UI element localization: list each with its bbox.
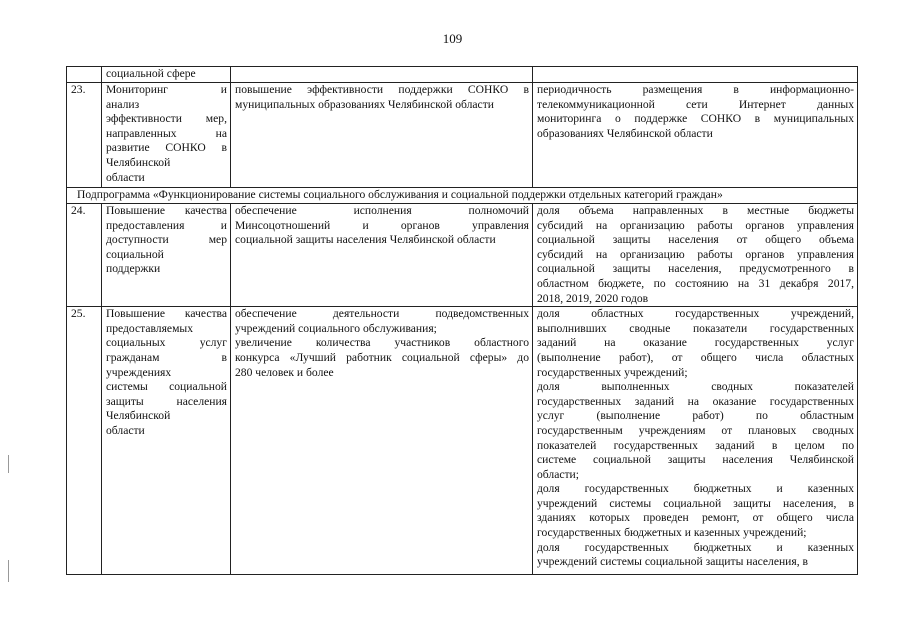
- task-line: гражданам в: [106, 350, 227, 364]
- task-cell: социальной сфере: [102, 67, 231, 83]
- task-cell: [102, 307, 231, 575]
- row-number: 24.: [67, 204, 102, 307]
- result-line: обеспечение исполнения полномочий: [235, 204, 529, 217]
- task-line: системы социальной: [106, 380, 227, 394]
- indicator-line: субсидий на организацию работы органов управления: [537, 218, 854, 232]
- row-number: 23.: [67, 83, 102, 188]
- scan-margin-mark: [8, 560, 9, 582]
- task-line: защиты населения: [106, 394, 227, 408]
- subprogram-row: [67, 188, 858, 204]
- page-number: 109: [442, 31, 463, 46]
- program-table: [66, 66, 858, 575]
- indicator-cell: [533, 204, 858, 307]
- indicator-line: доля государственных бюджетных и казенных: [537, 482, 854, 496]
- task-line: направленных на: [106, 126, 227, 140]
- indicator-line: доля областных государственных учреждений,: [537, 307, 854, 321]
- task-line: области: [106, 423, 145, 437]
- result-line: социальной защиты населения Челябинской области: [235, 233, 496, 247]
- result-cell: [231, 83, 533, 188]
- indicator-line: телекоммуникационной сети Интернет данных: [537, 97, 854, 111]
- indicator-line: показателей государственных заданий в целом по: [537, 438, 854, 452]
- indicator-line: зданиях которых проведен ремонт, от общего числа: [537, 511, 854, 525]
- indicator-line: социальной защиты населения, предусмотренного в: [537, 262, 854, 276]
- result-cell: [231, 307, 533, 575]
- indicator-line: государственных бюджетных и казенных учреждений;: [537, 526, 807, 540]
- indicator-line: образованиях Челябинской области: [537, 126, 713, 140]
- indicator-line: социальной защиты населения от общего объема: [537, 233, 854, 247]
- task-line: Мониторинг и: [106, 83, 227, 96]
- indicator-line: субсидий на организацию работы органов управления: [537, 247, 854, 261]
- indicator-line: (выполнение работ), от общего числа областных: [537, 350, 854, 364]
- result-line: учреждений социального обслуживания;: [235, 321, 437, 335]
- subprogram-title: Подпрограмма «Функционирование системы социального обслуживания и социальной поддержки отдельных категорий граждан»: [67, 188, 858, 204]
- indicator-cell: [533, 307, 858, 575]
- result-line: Минсоцотношений и органов управления: [235, 218, 529, 232]
- task-line: поддержки: [106, 262, 161, 276]
- table-row: [67, 204, 858, 307]
- task-cell: [102, 204, 231, 307]
- indicator-line: области;: [537, 467, 579, 481]
- task-line: Челябинской: [106, 155, 171, 169]
- indicator-line: периодичность размещения в информационно-: [537, 83, 854, 96]
- indicator-line: выполнивших сводные показатели государственных: [537, 321, 854, 335]
- task-cell: [102, 83, 231, 188]
- task-line: социальной: [106, 247, 164, 261]
- task-line: предоставляемых: [106, 321, 193, 335]
- indicator-line: заданий на оказание государственных услуг: [537, 336, 854, 350]
- indicator-line: доля выполненных сводных показателей: [537, 380, 854, 394]
- indicator-line: системе социальной защиты населения Челябинской: [537, 453, 854, 467]
- indicator-line: учреждений системы социальной защиты населения, в: [537, 555, 808, 569]
- indicator-line: государственных учреждений;: [537, 365, 688, 379]
- indicator-line: государственным учреждениям от плановых сводных: [537, 423, 854, 437]
- task-line: развитие СОНКО в: [106, 141, 227, 155]
- result-line: конкурса «Лучший работник социальной сферы» до: [235, 350, 529, 364]
- task-line: Повышение качества: [106, 307, 227, 321]
- indicator-line: услуг (выполнение работ) по областным: [537, 409, 854, 423]
- task-line: Повышение качества: [106, 204, 227, 217]
- result-line: обеспечение деятельности подведомственных: [235, 307, 529, 321]
- indicator-line: 2018, 2019, 2020 годов: [537, 291, 649, 305]
- task-line: эффективности мер,: [106, 112, 227, 126]
- result-line: повышение эффективности поддержки СОНКО в: [235, 83, 529, 96]
- task-line: области: [106, 170, 145, 184]
- result-line: муниципальных образованиях Челябинской области: [235, 97, 494, 111]
- indicator-cell: [533, 83, 858, 188]
- task-line: социальных услуг: [106, 336, 227, 350]
- task-line: Челябинской: [106, 409, 171, 423]
- task-line: доступности мер: [106, 233, 227, 247]
- task-line: предоставления и: [106, 218, 227, 232]
- indicator-line: доля объема направленных в местные бюджеты: [537, 204, 854, 217]
- indicator-line: мониторинга о поддержке СОНКО в муниципальных: [537, 112, 854, 126]
- result-line: увеличение количества участников областного: [235, 336, 529, 350]
- indicator-line: областном бюджете, по состоянию на 31 декабря 2017,: [537, 276, 854, 290]
- row-number: 25.: [67, 307, 102, 575]
- indicator-line: государственных заданий на оказание государственных: [537, 394, 854, 408]
- result-cell: [231, 204, 533, 307]
- task-line: учреждениях: [106, 365, 172, 379]
- scan-margin-mark: [8, 455, 9, 473]
- result-line: 280 человек и более: [235, 365, 334, 379]
- task-line: анализ: [106, 97, 140, 111]
- table-row: [67, 307, 858, 575]
- indicator-line: доля государственных бюджетных и казенных: [537, 540, 854, 554]
- table-row: [67, 83, 858, 188]
- table-row-continuation: [67, 67, 858, 83]
- indicator-line: учреждений системы социальной защиты населения, в: [537, 496, 854, 510]
